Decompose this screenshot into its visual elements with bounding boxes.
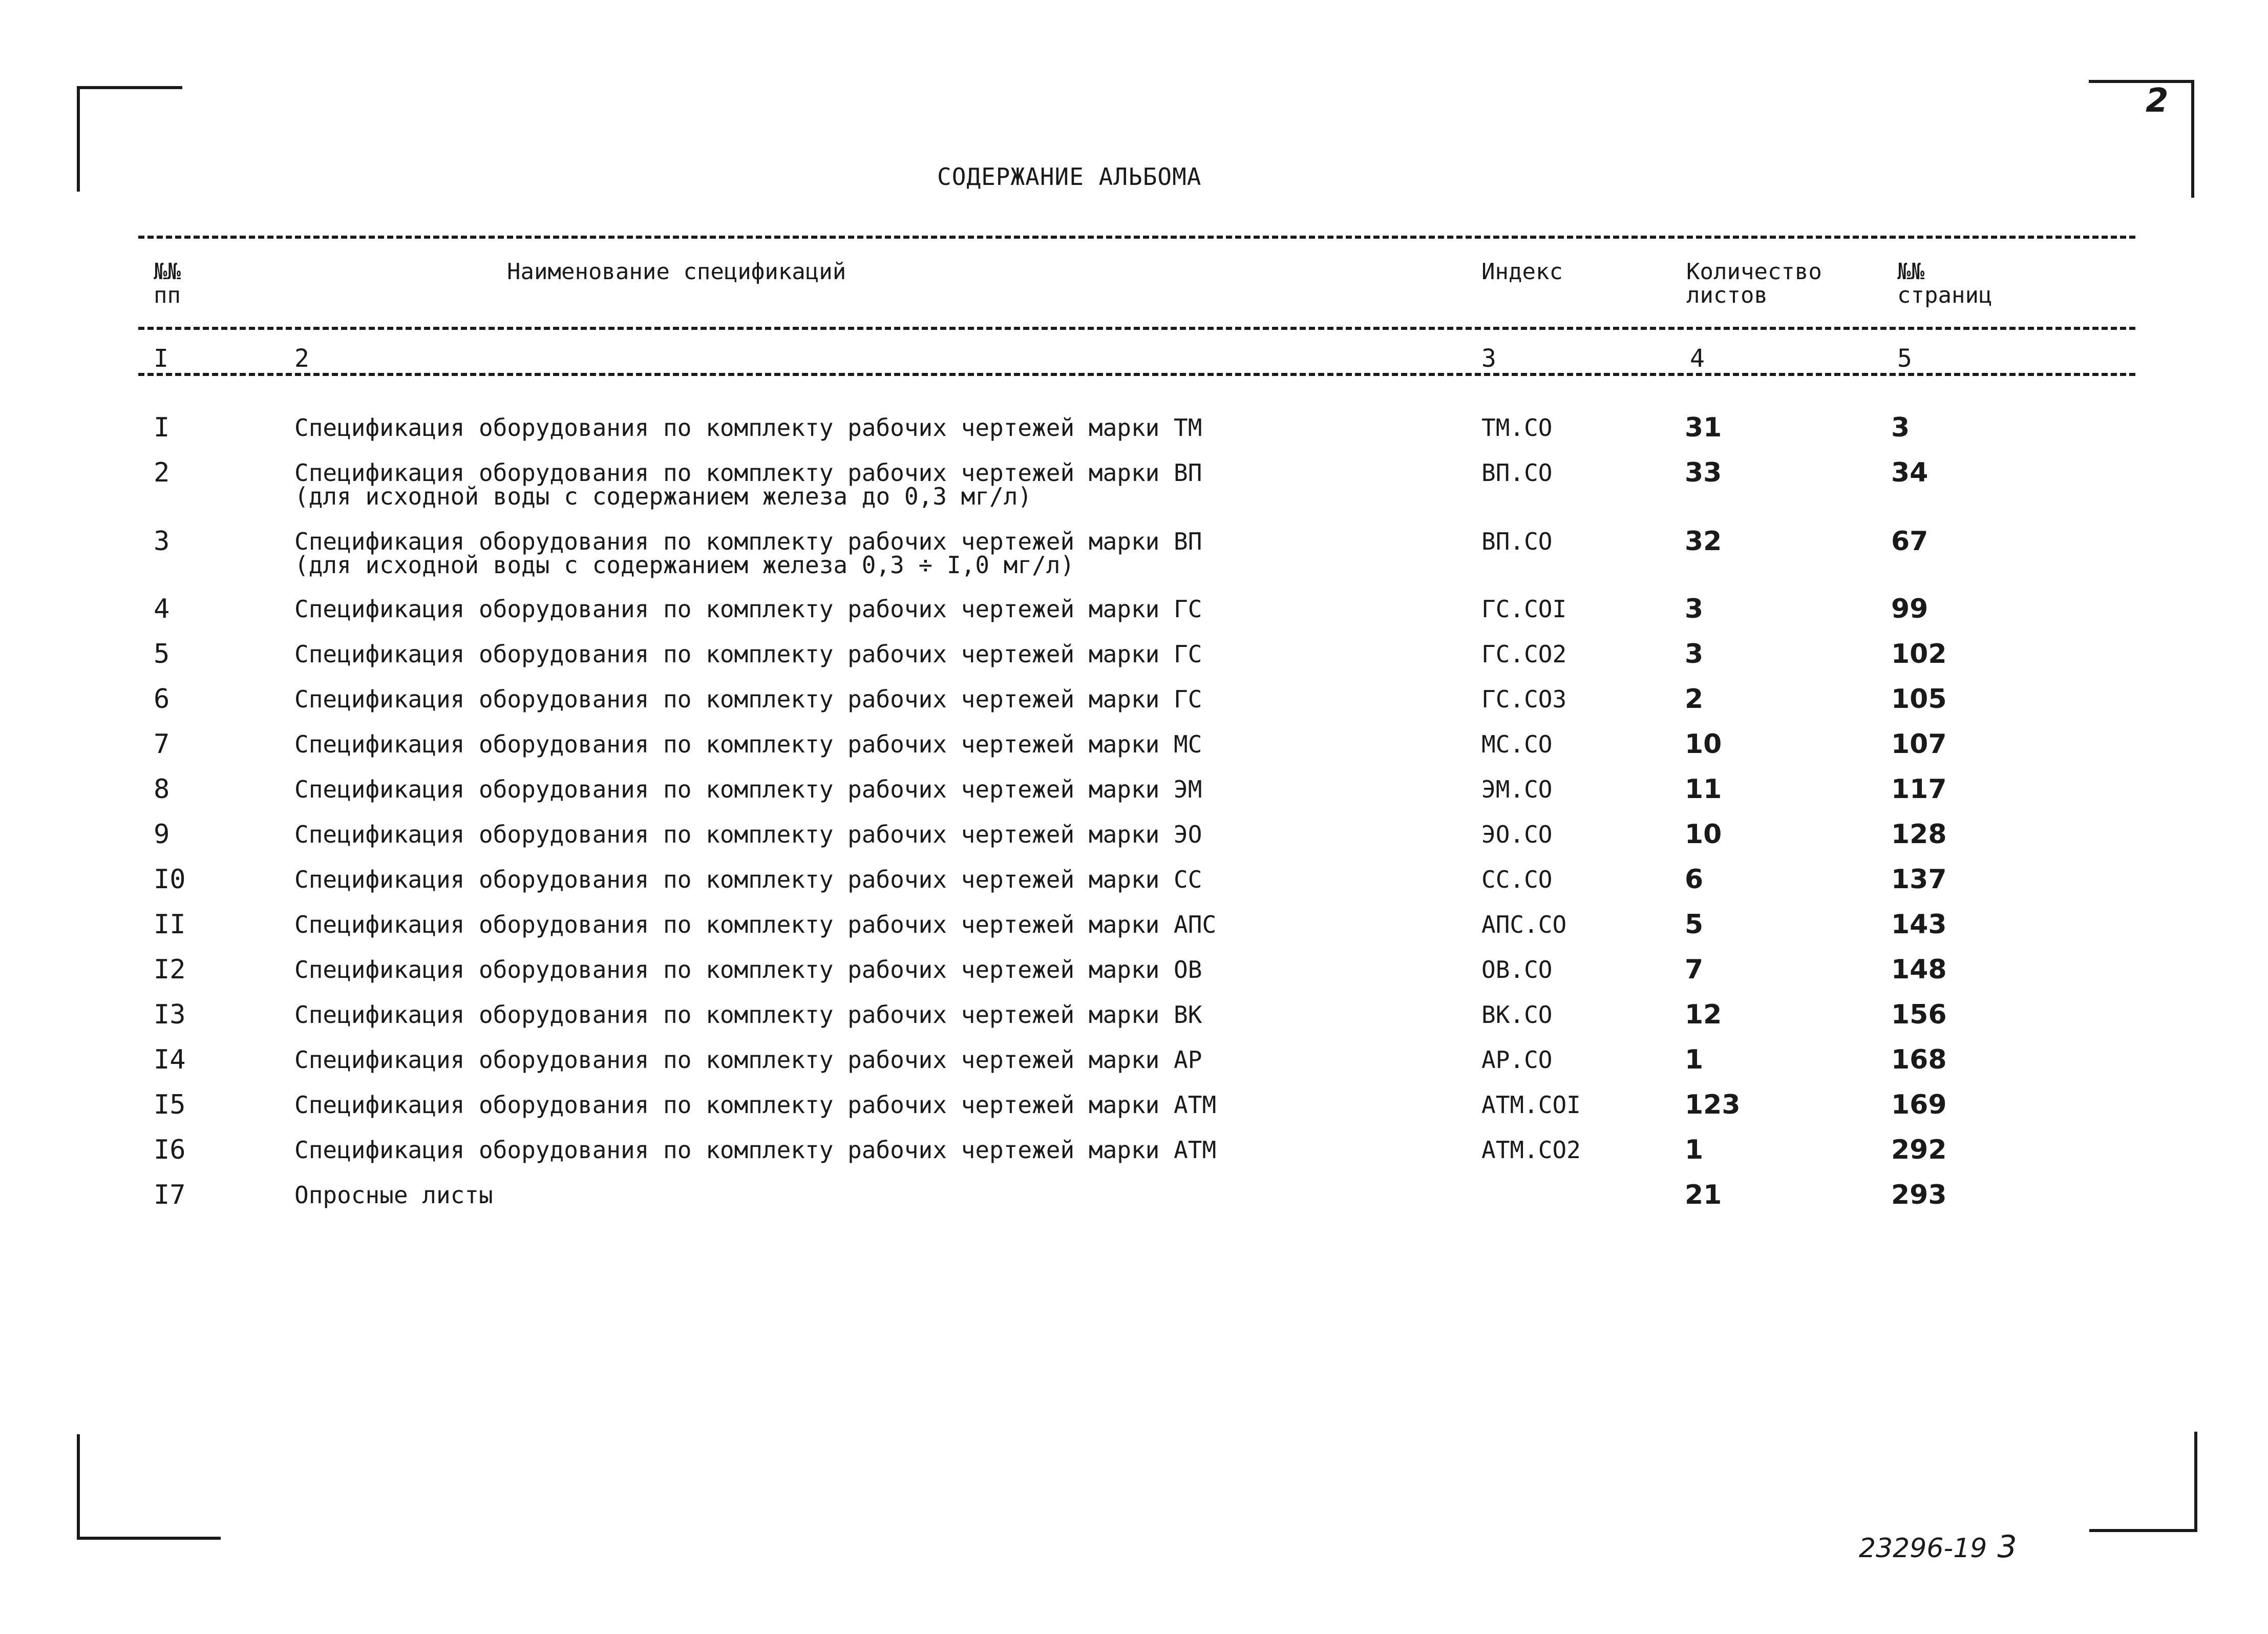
page-number: 128: [1891, 819, 1947, 850]
row-number: II: [154, 909, 186, 940]
sheet-count: 7: [1685, 954, 1704, 985]
spec-name: Спецификация оборудования по комплекту рабочих чертежей марки ЭО: [294, 821, 1202, 848]
frame-corner-bottom-right: [2089, 1432, 2197, 1532]
table-row: [0, 684, 2268, 728]
spec-name: Спецификация оборудования по комплекту рабочих чертежей марки ГС: [294, 595, 1202, 623]
spec-name: Спецификация оборудования по комплекту рабочих чертежей марки ЭМ: [294, 776, 1202, 803]
page-number: 3: [1891, 412, 1910, 443]
row-number: 3: [154, 526, 170, 557]
spec-index: АПС.СО: [1481, 911, 1567, 938]
row-number: I4: [154, 1044, 186, 1075]
column-number-3: 3: [1481, 344, 1496, 373]
row-number: 6: [154, 684, 170, 715]
table-row: [0, 412, 2268, 457]
header-col-sheets: Количество листов: [1686, 259, 1822, 308]
sheet-count: 6: [1685, 864, 1704, 895]
table-row: [0, 954, 2268, 999]
row-number: I6: [154, 1135, 186, 1165]
header-top-rule: [138, 236, 2135, 239]
spec-index: ЭМ.СО: [1481, 776, 1553, 803]
row-number: I7: [154, 1180, 186, 1210]
header-col-name: Наименование спецификаций: [507, 259, 846, 285]
sheet-count: 10: [1685, 819, 1722, 850]
table-row: [0, 774, 2268, 819]
row-number: 5: [154, 639, 170, 669]
sheet-count: 3: [1685, 639, 1704, 669]
row-number: I5: [154, 1090, 186, 1120]
spec-index: ТМ.СО: [1481, 414, 1553, 442]
header-mid-rule: [138, 327, 2135, 330]
table-row: [0, 1180, 2268, 1224]
page-number: 292: [1891, 1135, 1947, 1165]
header-bottom-rule: [138, 373, 2135, 376]
table-row: [0, 1044, 2268, 1089]
spec-name: Опросные листы: [294, 1181, 493, 1209]
spec-index: ВП.СО: [1481, 459, 1553, 487]
table-row: [0, 1135, 2268, 1179]
header-col-index: Индекс: [1481, 259, 1563, 285]
table-row: [0, 1090, 2268, 1134]
spec-name: Спецификация оборудования по комплекту рабочих чертежей марки ТМ: [294, 414, 1202, 442]
footer-sheet-number: 3: [1997, 1529, 2017, 1565]
frame-corner-top-left: [77, 86, 182, 192]
spec-index: ЭО.СО: [1481, 821, 1553, 848]
spec-index: ВП.СО: [1481, 528, 1553, 555]
spec-index: ГС.СО2: [1481, 640, 1567, 668]
page-number: 117: [1891, 774, 1947, 805]
sheet-count: 5: [1685, 909, 1704, 940]
row-number: I0: [154, 864, 186, 895]
row-number: I3: [154, 999, 186, 1030]
spec-name: Спецификация оборудования по комплекту рабочих чертежей марки ГС: [294, 640, 1202, 668]
column-number-2: 2: [294, 344, 309, 373]
sheet-count: 11: [1685, 774, 1722, 805]
spec-name: Спецификация оборудования по комплекту рабочих чертежей марки АПС: [294, 911, 1217, 938]
sheet-count: 12: [1685, 999, 1722, 1030]
table-row: [0, 864, 2268, 909]
row-number: 9: [154, 819, 170, 850]
row-number: 4: [154, 594, 170, 624]
page-number: 34: [1891, 457, 1928, 488]
row-number: 8: [154, 774, 170, 805]
spec-index: ОВ.СО: [1481, 956, 1553, 983]
page-number: 67: [1891, 526, 1928, 557]
spec-index: СС.СО: [1481, 866, 1553, 893]
page-title: СОДЕРЖАНИЕ АЛЬБОМА: [937, 163, 1202, 191]
table-row: [0, 729, 2268, 773]
sheet-count: 1: [1685, 1135, 1704, 1165]
table-row: [0, 909, 2268, 954]
spec-name: Спецификация оборудования по комплекту рабочих чертежей марки ВП (для исходной воды с содержанием железа до 0,3 мг/л): [294, 459, 1202, 510]
spec-index: АТМ.СОI: [1481, 1091, 1581, 1119]
page-number: 148: [1891, 954, 1947, 985]
header-col-pages: №№ страниц: [1897, 259, 1993, 308]
spec-name: Спецификация оборудования по комплекту рабочих чертежей марки ГС: [294, 685, 1202, 713]
spec-name: Спецификация оборудования по комплекту рабочих чертежей марки ОВ: [294, 956, 1202, 983]
page-number: 102: [1891, 639, 1947, 669]
sheet-count: 1: [1685, 1044, 1704, 1075]
spec-index: АР.СО: [1481, 1046, 1553, 1074]
sheet-count: 3: [1685, 594, 1704, 624]
spec-name: Спецификация оборудования по комплекту рабочих чертежей марки АР: [294, 1046, 1202, 1074]
spec-index: ГС.СО3: [1481, 685, 1567, 713]
sheet-count: 32: [1685, 526, 1722, 557]
spec-name: Спецификация оборудования по комплекту рабочих чертежей марки СС: [294, 866, 1202, 893]
header-col-number: №№ пп: [154, 259, 181, 308]
sheet-count: 2: [1685, 684, 1704, 715]
sheet-number: 2: [2146, 82, 2169, 120]
table-row: [0, 594, 2268, 638]
spec-index: МС.СО: [1481, 730, 1553, 758]
page-number: 156: [1891, 999, 1947, 1030]
table-row: [0, 457, 2268, 510]
sheet-count: 33: [1685, 457, 1722, 488]
spec-name: Спецификация оборудования по комплекту рабочих чертежей марки МС: [294, 730, 1202, 758]
spec-index: АТМ.СО2: [1481, 1136, 1581, 1164]
column-number-5: 5: [1897, 344, 1912, 373]
page-number: 107: [1891, 729, 1947, 760]
frame-corner-bottom-left: [77, 1434, 221, 1540]
row-number: 2: [154, 457, 170, 488]
table-row: [0, 526, 2268, 579]
spec-index: ГС.СОI: [1481, 595, 1567, 623]
spec-name: Спецификация оборудования по комплекту рабочих чертежей марки АТМ: [294, 1091, 1217, 1119]
spec-index: ВК.СО: [1481, 1001, 1553, 1029]
page-number: 168: [1891, 1044, 1947, 1075]
page-number: 169: [1891, 1090, 1947, 1120]
spec-name: Спецификация оборудования по комплекту рабочих чертежей марки ВК: [294, 1001, 1202, 1029]
spec-name: Спецификация оборудования по комплекту рабочих чертежей марки АТМ: [294, 1136, 1217, 1164]
row-number: I2: [154, 954, 186, 985]
column-number-4: 4: [1690, 344, 1705, 373]
spec-name: Спецификация оборудования по комплекту рабочих чертежей марки ВП (для исходной воды с содержанием железа 0,3 ÷ I,0 мг/л): [294, 528, 1202, 579]
table-row: [0, 999, 2268, 1044]
table-row: [0, 819, 2268, 864]
row-number: 7: [154, 729, 170, 760]
page-number: 143: [1891, 909, 1947, 940]
column-number-1: I: [154, 344, 168, 373]
sheet-count: 123: [1685, 1090, 1741, 1120]
frame-corner-top-right: [2089, 80, 2194, 198]
page-number: 293: [1891, 1180, 1947, 1210]
sheet-count: 21: [1685, 1180, 1722, 1210]
page-number: 99: [1891, 594, 1928, 624]
row-number: I: [154, 412, 170, 443]
sheet-count: 31: [1685, 412, 1722, 443]
document-code: 23296-19 3: [1859, 1529, 2017, 1565]
sheet-count: 10: [1685, 729, 1722, 760]
page-number: 137: [1891, 864, 1947, 895]
table-row: [0, 639, 2268, 683]
page-number: 105: [1891, 684, 1947, 715]
